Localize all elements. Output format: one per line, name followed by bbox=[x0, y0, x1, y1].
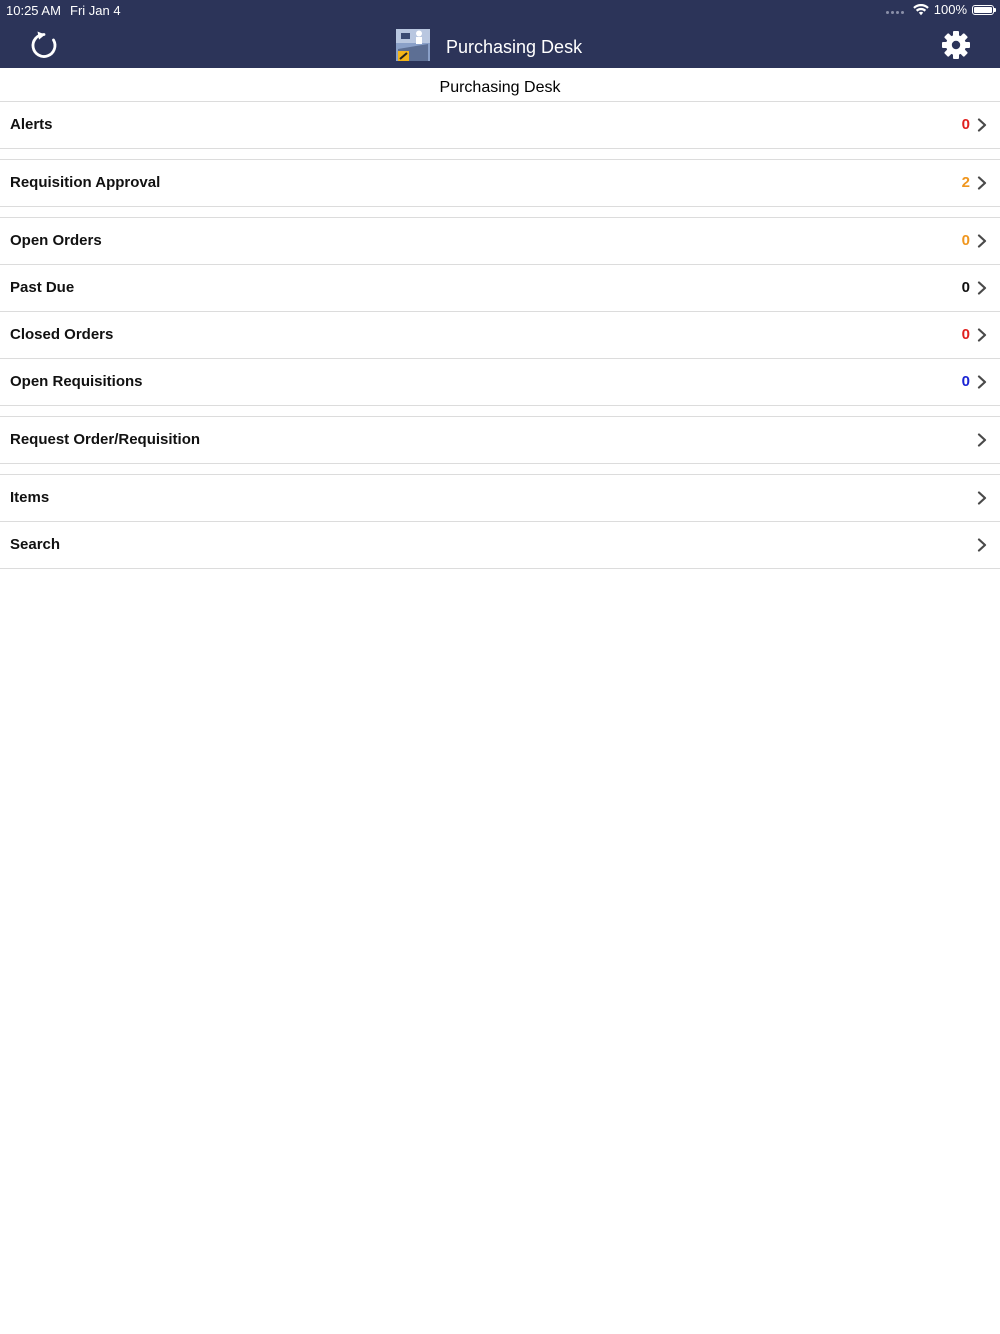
chevron-right-icon bbox=[976, 538, 988, 552]
menu-item-items[interactable] bbox=[0, 475, 1000, 522]
battery-icon bbox=[972, 5, 994, 15]
menu-list bbox=[0, 102, 1000, 569]
chevron-right-icon bbox=[976, 328, 988, 342]
menu-item-request-order-requisition[interactable] bbox=[0, 417, 1000, 464]
menu-item-label: Alerts bbox=[10, 116, 53, 133]
menu-item-label: Request Order/Requisition bbox=[10, 431, 201, 448]
menu-item-label: Search bbox=[10, 536, 61, 553]
app-title: Purchasing Desk bbox=[446, 37, 583, 57]
menu-item-count: 2 bbox=[961, 174, 970, 191]
chevron-right-icon bbox=[976, 375, 988, 389]
refresh-icon[interactable] bbox=[28, 30, 60, 62]
menu-item-search[interactable] bbox=[0, 522, 1000, 569]
gear-icon[interactable] bbox=[940, 29, 972, 61]
menu-item-label: Requisition Approval bbox=[10, 174, 161, 191]
chevron-right-icon bbox=[976, 433, 988, 447]
chevron-right-icon bbox=[976, 281, 988, 295]
chevron-right-icon bbox=[976, 491, 988, 505]
menu-item-open-orders[interactable] bbox=[0, 218, 1000, 265]
status-time: 10:25 AM bbox=[6, 3, 61, 18]
section-title: Purchasing Desk bbox=[0, 68, 1000, 102]
menu-item-label: Open Requisitions bbox=[10, 373, 143, 390]
purchasing-desk-logo-icon bbox=[395, 27, 431, 63]
menu-item-past-due[interactable] bbox=[0, 265, 1000, 312]
section-gap bbox=[0, 464, 1000, 475]
wifi-icon bbox=[913, 4, 929, 16]
menu-item-count: 0 bbox=[961, 326, 970, 343]
cellular-signal-icon bbox=[886, 11, 904, 14]
chevron-right-icon bbox=[976, 118, 988, 132]
navigation-bar bbox=[0, 0, 1000, 68]
menu-item-count: 0 bbox=[961, 373, 970, 390]
menu-item-count: 0 bbox=[961, 232, 970, 249]
menu-item-label: Open Orders bbox=[10, 232, 102, 249]
section-gap bbox=[0, 149, 1000, 160]
chevron-right-icon bbox=[976, 176, 988, 190]
section-gap bbox=[0, 207, 1000, 218]
section-gap bbox=[0, 406, 1000, 417]
menu-item-label: Past Due bbox=[10, 279, 75, 296]
menu-item-closed-orders[interactable] bbox=[0, 312, 1000, 359]
status-bar bbox=[0, 0, 1000, 20]
menu-item-label: Items bbox=[10, 489, 50, 506]
chevron-right-icon bbox=[976, 234, 988, 248]
menu-item-open-requisitions[interactable] bbox=[0, 359, 1000, 406]
status-date: Fri Jan 4 bbox=[70, 3, 121, 18]
menu-item-requisition-approval[interactable] bbox=[0, 160, 1000, 207]
menu-item-label: Closed Orders bbox=[10, 326, 114, 343]
status-indicators bbox=[886, 2, 994, 17]
menu-item-alerts[interactable] bbox=[0, 102, 1000, 149]
menu-item-count: 0 bbox=[961, 116, 970, 133]
menu-item-count: 0 bbox=[961, 279, 970, 296]
battery-percentage: 100% bbox=[933, 2, 967, 17]
